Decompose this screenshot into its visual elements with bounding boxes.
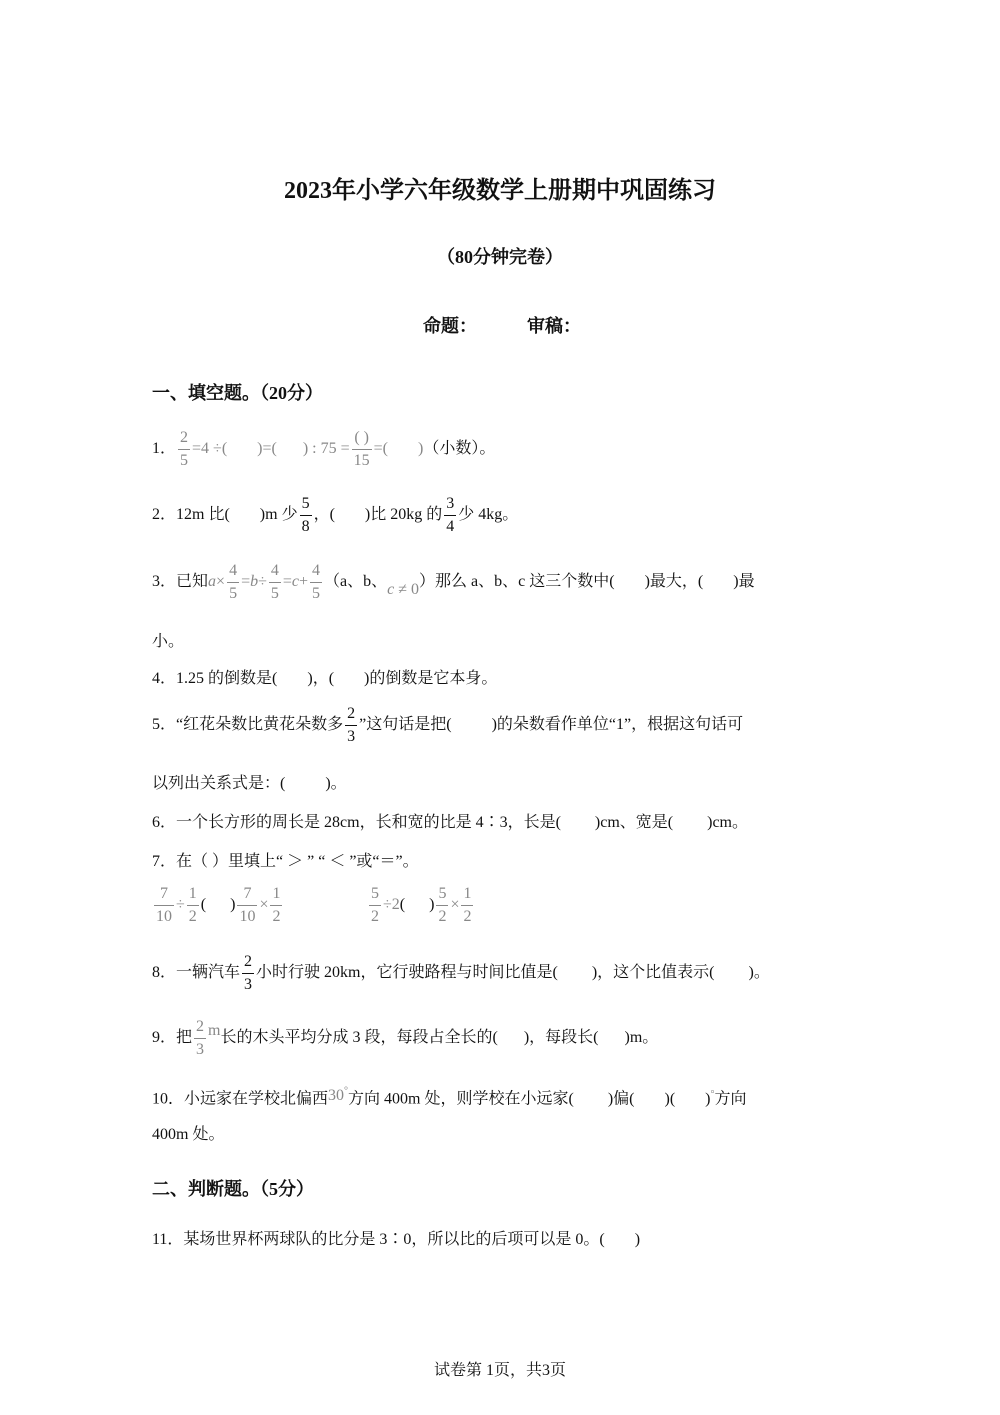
numerator: 7	[243, 885, 252, 902]
text-fragment: （a、b、	[324, 573, 388, 591]
text-fragment: 4．	[152, 670, 177, 687]
text-fragment: 1.25 的倒数是(	[176, 670, 278, 687]
text-fragment: )cm、宽是(	[594, 814, 674, 831]
question-1	[152, 430, 495, 469]
question-8	[152, 954, 770, 993]
text-fragment: （20分）	[260, 383, 323, 403]
text-fragment: 小远家在学校北偏西	[184, 1090, 329, 1108]
text-fragment: 1．	[152, 440, 177, 458]
text-fragment: =	[241, 573, 251, 591]
numerator: 5	[301, 495, 310, 512]
text-fragment: 2．	[152, 506, 177, 524]
text-fragment: 9．	[152, 1029, 177, 1047]
text-fragment: a	[208, 573, 217, 591]
question-5	[152, 706, 743, 745]
question-6	[152, 812, 748, 834]
text-fragment: 8．	[152, 964, 177, 982]
text-fragment: ”这句话是把(	[359, 716, 452, 734]
question-11	[152, 1229, 640, 1251]
text-fragment: )	[705, 1090, 711, 1108]
question-10	[152, 1084, 746, 1110]
text-fragment: 5．	[152, 716, 177, 734]
text-fragment: 一辆汽车	[176, 964, 241, 982]
question-3-line2: 小。	[152, 633, 185, 650]
fraction	[194, 1019, 206, 1058]
fraction	[270, 886, 282, 925]
text-fragment: （5分）	[260, 1179, 314, 1199]
text-fragment: ÷	[176, 896, 185, 914]
fraction	[269, 563, 281, 602]
text-fragment: (	[200, 896, 207, 914]
text-fragment: 方向 400m 处，则学校在小远家(	[348, 1090, 574, 1108]
text-fragment: )，(	[307, 670, 335, 687]
text-fragment: )。	[325, 775, 347, 792]
fraction	[352, 430, 372, 469]
text-fragment: )	[257, 440, 263, 458]
section-heading-1	[152, 379, 323, 405]
text-fragment: m	[208, 1022, 221, 1040]
text-fragment: )最大，(	[644, 573, 704, 591]
text-fragment: )m 少	[259, 506, 298, 524]
question-10-line2: 400m 处。	[152, 1126, 225, 1143]
text-fragment: )，这个比值表示(	[591, 964, 715, 982]
section-heading-2	[152, 1175, 314, 1201]
text-fragment: 12m 比(	[176, 506, 230, 524]
denominator: 5	[310, 582, 322, 602]
text-fragment: 小时行驶 20km，它行驶路程与时间比值是(	[256, 964, 558, 982]
text-fragment: ≠ 0	[398, 581, 420, 599]
text-fragment: =(	[262, 440, 277, 458]
text-fragment: ×	[450, 896, 460, 914]
denominator: 2	[270, 905, 282, 925]
fraction	[187, 886, 199, 925]
numerator: 1	[463, 885, 472, 902]
question-7	[152, 851, 419, 873]
text-fragment: 方向	[714, 1090, 747, 1108]
denominator: 5	[269, 582, 281, 602]
text-fragment: 30	[328, 1087, 345, 1105]
fraction	[444, 496, 456, 535]
numerator: 3	[446, 495, 455, 512]
fraction	[310, 563, 322, 602]
text-fragment: )，每段长(	[523, 1029, 599, 1047]
fraction	[300, 496, 312, 535]
numerator: 2	[244, 953, 253, 970]
question-7-expr-1	[152, 886, 284, 925]
denominator: 15	[352, 449, 372, 469]
numerator: 4	[312, 562, 321, 579]
numerator: 1	[188, 885, 197, 902]
text-fragment: +	[299, 573, 309, 591]
question-2	[152, 496, 518, 535]
denominator: 5	[227, 582, 239, 602]
text-fragment: )偏(	[607, 1090, 635, 1108]
numerator: ( )	[354, 429, 369, 446]
text-fragment: )(	[664, 1090, 676, 1108]
text-fragment: 以列出关系式是：(	[152, 775, 286, 792]
text-fragment: )最	[733, 573, 755, 591]
denominator: 3	[345, 725, 357, 745]
text-fragment: )	[429, 896, 435, 914]
text-fragment: 二、判断题。	[152, 1179, 260, 1200]
text-fragment: （小数）。	[423, 440, 496, 458]
numerator: 1	[272, 885, 281, 902]
text-fragment: )cm。	[707, 814, 749, 831]
text-fragment: ）那么 a、b、c 这三个数中(	[419, 573, 615, 591]
fraction	[237, 886, 257, 925]
text-fragment: ×	[216, 573, 226, 591]
numerator: 4	[229, 562, 238, 579]
text-fragment: 在（ ）里填上“ ＞ ” “ ＜ ”或“＝”。	[176, 853, 419, 870]
denominator: 5	[178, 449, 190, 469]
text-fragment: =4 ÷(	[192, 440, 228, 458]
text-fragment: )m。	[624, 1029, 659, 1047]
text-fragment: )的朵数看作单位“1”，根据这句话可	[491, 716, 744, 734]
numerator: 2	[347, 705, 356, 722]
text-fragment: ，(	[313, 506, 335, 524]
text-fragment: 把	[176, 1029, 193, 1047]
denominator: 2	[436, 905, 448, 925]
text-fragment: )	[418, 440, 424, 458]
text-fragment: 10．	[152, 1090, 185, 1108]
text-fragment: =(	[373, 440, 388, 458]
fraction	[369, 886, 381, 925]
text-fragment: ) : 75 =	[302, 440, 350, 458]
text-fragment	[192, 1018, 221, 1058]
question-7-expr-2	[367, 886, 475, 925]
question-5-line2	[152, 773, 347, 795]
text-fragment: 7．	[152, 853, 177, 870]
page-footer: 试卷第 1页，共3页	[433, 1362, 566, 1379]
question-9	[152, 1019, 658, 1058]
question-4	[152, 668, 497, 690]
denominator: 2	[369, 905, 381, 925]
denominator: 3	[194, 1038, 206, 1058]
text-fragment: )。	[748, 964, 770, 982]
numerator: 5	[371, 885, 379, 902]
text-fragment: )	[634, 1231, 641, 1248]
fraction	[154, 886, 174, 925]
text-fragment: b	[250, 573, 259, 591]
text-fragment: )比 20kg 的	[364, 506, 443, 524]
text-fragment: °	[710, 1089, 715, 1100]
text-fragment: c	[387, 581, 395, 599]
text-fragment: ÷2	[383, 896, 400, 914]
text-fragment: 6．	[152, 814, 177, 831]
text-fragment: ×	[259, 896, 269, 914]
denominator: 4	[444, 515, 456, 535]
numerator: 7	[160, 885, 168, 902]
meta-line	[423, 312, 581, 338]
text-fragment	[208, 562, 324, 602]
text-fragment: 某场世界杯两球队的比分是 3∶0，所以比的后项可以是 0。(	[183, 1231, 605, 1248]
text-fragment	[387, 581, 419, 598]
question-3	[152, 563, 755, 602]
text-fragment: 已知	[176, 573, 209, 591]
text-fragment: )	[230, 896, 236, 914]
numerator: 2	[180, 429, 189, 446]
denominator: 2	[187, 905, 199, 925]
text-fragment: c	[291, 573, 300, 591]
denominator: 3	[242, 973, 254, 993]
fraction	[436, 886, 448, 925]
proposer-label: 命题：	[423, 316, 477, 337]
text-fragment: =	[282, 573, 292, 591]
denominator: 8	[300, 515, 312, 535]
fraction	[227, 563, 239, 602]
fraction	[345, 706, 357, 745]
text-fragment: 一、填空题。	[152, 383, 260, 404]
text-fragment: )的倒数是它本身。	[364, 670, 498, 687]
denominator: 2	[461, 905, 473, 925]
reviewer-label: 审稿：	[527, 316, 581, 337]
text-fragment: 少 4kg。	[458, 506, 519, 524]
fraction	[461, 886, 473, 925]
numerator: 2	[196, 1018, 205, 1035]
fraction	[178, 430, 190, 469]
numerator: 4	[270, 562, 279, 579]
numerator: 5	[438, 885, 447, 902]
text-fragment: 11．	[152, 1231, 184, 1248]
text-fragment: ÷	[258, 573, 267, 591]
text-fragment: 一个长方形的周长是 28cm，长和宽的比是 4∶3，长是(	[176, 814, 561, 831]
denominator: 10	[154, 905, 174, 925]
text-fragment	[176, 429, 424, 469]
text-fragment: °	[344, 1086, 349, 1097]
fraction	[242, 954, 254, 993]
text-fragment	[328, 1087, 348, 1104]
text-fragment: (	[399, 896, 406, 914]
page-subtitle: （80分钟完卷）	[437, 247, 563, 267]
page-title: 2023年小学六年级数学上册期中巩固练习	[284, 178, 716, 204]
text-fragment: 长的木头平均分成 3 段，每段占全长的(	[220, 1029, 498, 1047]
denominator: 10	[237, 905, 257, 925]
text-fragment: 3．	[152, 573, 177, 591]
text-fragment: “红花朵数比黄花朵数多	[176, 716, 344, 734]
